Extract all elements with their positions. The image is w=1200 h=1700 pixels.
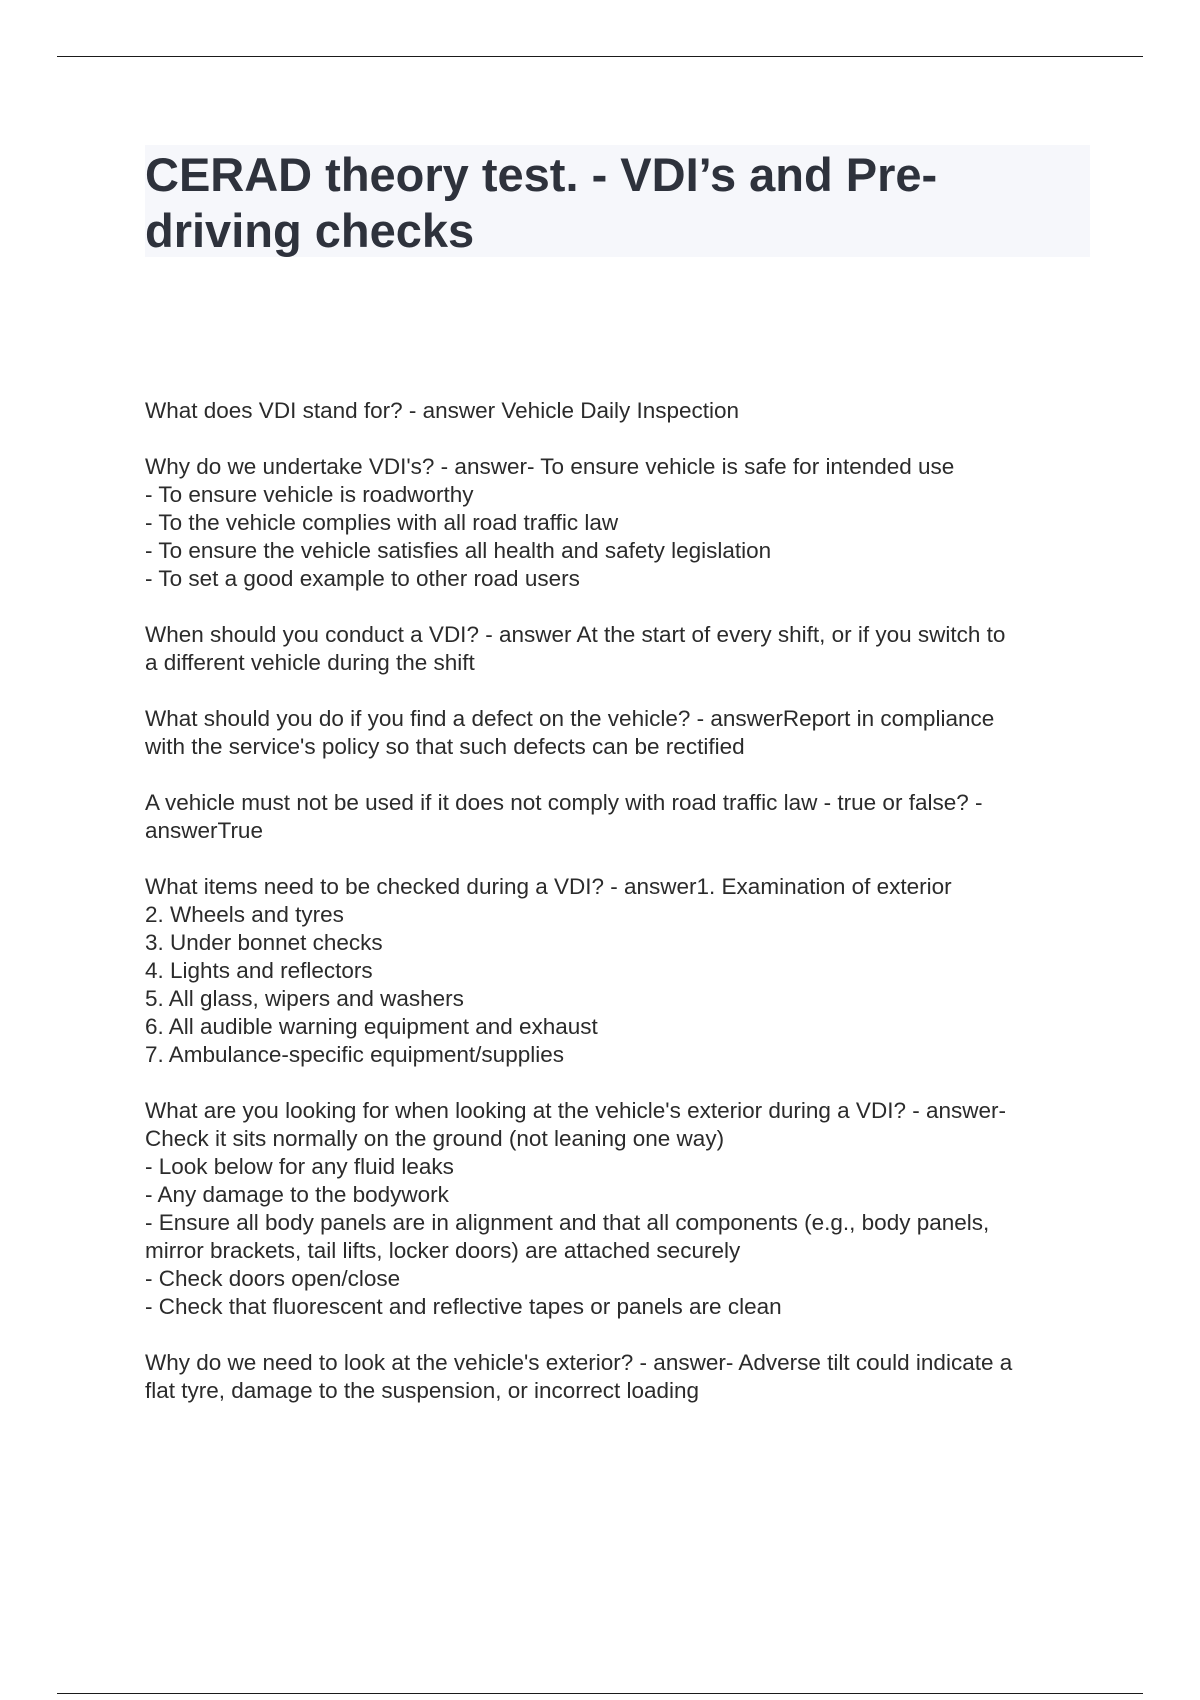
qa-item: [145, 453, 1105, 593]
top-rule: [57, 56, 1143, 57]
qa-line: - To ensure the vehicle satisfies all health and safety legislation: [145, 538, 772, 563]
qa-line: mirror brackets, tail lifts, locker doors) are attached securely: [145, 1238, 741, 1263]
qa-line: What are you looking for when looking at the vehicle's exterior during a VDI? - answer-: [145, 1098, 1006, 1123]
qa-line: - Ensure all body panels are in alignment and that all components (e.g., body panels,: [145, 1210, 990, 1235]
qa-line: - To set a good example to other road users: [145, 566, 580, 591]
qa-line: What should you do if you find a defect on the vehicle? - answerReport in compliance: [145, 706, 995, 731]
qa-line: Check it sits normally on the ground (not leaning one way): [145, 1126, 725, 1151]
qa-content: [145, 397, 1105, 1433]
qa-line: - Check that fluorescent and reflective tapes or panels are clean: [145, 1294, 782, 1319]
qa-item: [145, 397, 1105, 425]
qa-line: - Look below for any fluid leaks: [145, 1154, 454, 1179]
qa-line: 4. Lights and reflectors: [145, 958, 373, 983]
qa-line: What does VDI stand for? - answer Vehicle Daily Inspection: [145, 398, 740, 423]
qa-line: - Any damage to the bodywork: [145, 1182, 449, 1207]
qa-line: 6. All audible warning equipment and exhaust: [145, 1014, 598, 1039]
qa-line: - To the vehicle complies with all road traffic law: [145, 510, 619, 535]
qa-line: Why do we undertake VDI's? - answer- To ensure vehicle is safe for intended use: [145, 454, 955, 479]
qa-line: 7. Ambulance-specific equipment/supplies: [145, 1042, 564, 1067]
qa-line: 5. All glass, wipers and washers: [145, 986, 464, 1011]
qa-line: answerTrue: [145, 818, 263, 843]
qa-line: - To ensure vehicle is roadworthy: [145, 482, 474, 507]
title-line-1: CERAD theory test. - VDI’s and Pre-: [145, 148, 938, 201]
qa-line: flat tyre, damage to the suspension, or incorrect loading: [145, 1378, 700, 1403]
qa-item: [145, 873, 1105, 1069]
title-banner: [145, 145, 1090, 257]
qa-item: [145, 705, 1105, 761]
qa-line: 3. Under bonnet checks: [145, 930, 383, 955]
qa-line: What items need to be checked during a VDI? - answer1. Examination of exterior: [145, 874, 952, 899]
bottom-rule: [57, 1693, 1143, 1694]
qa-line: A vehicle must not be used if it does not comply with road traffic law - true or false? -: [145, 790, 983, 815]
qa-line: Why do we need to look at the vehicle's exterior? - answer- Adverse tilt could indicate a: [145, 1350, 1013, 1375]
qa-line: a different vehicle during the shift: [145, 650, 475, 675]
title-line-2: driving checks: [145, 204, 475, 257]
qa-line: with the service's policy so that such defects can be rectified: [145, 734, 745, 759]
qa-item: [145, 1349, 1105, 1405]
qa-item: [145, 621, 1105, 677]
qa-line: - Check doors open/close: [145, 1266, 401, 1291]
document-title: [145, 145, 1090, 259]
qa-line: When should you conduct a VDI? - answer At the start of every shift, or if you switch to: [145, 622, 1006, 647]
qa-line: 2. Wheels and tyres: [145, 902, 344, 927]
qa-item: [145, 1097, 1105, 1321]
qa-item: [145, 789, 1105, 845]
